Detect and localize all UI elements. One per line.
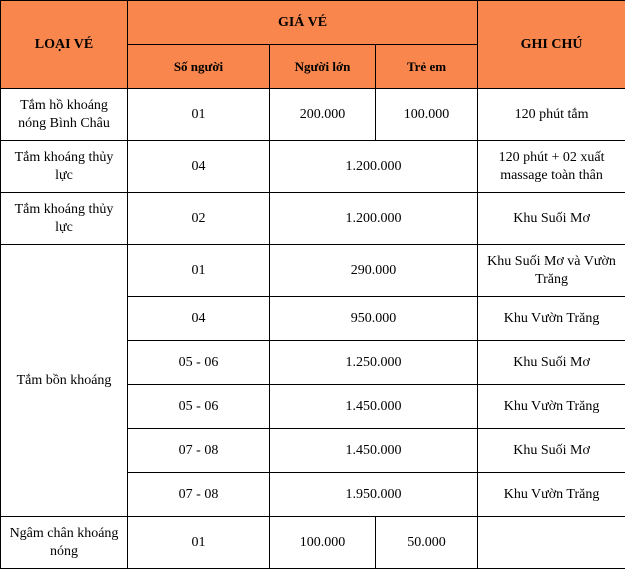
people-count: 07 - 08 xyxy=(128,429,270,473)
note xyxy=(478,517,625,569)
table-row xyxy=(1,517,625,569)
note: Khu Suối Mơ xyxy=(478,341,625,385)
people-count: 05 - 06 xyxy=(128,341,270,385)
header-tre-em: Trẻ em xyxy=(376,45,478,89)
price: 1.950.000 xyxy=(270,473,478,517)
people-count: 01 xyxy=(128,245,270,297)
table-row xyxy=(1,141,625,193)
note: Khu Suối Mơ và Vườn Trăng xyxy=(478,245,625,297)
note: Khu Suối Mơ xyxy=(478,193,625,245)
price: 290.000 xyxy=(270,245,478,297)
ticket-type: Tắm hồ khoáng nóng Bình Châu xyxy=(1,89,128,141)
adult-price: 200.000 xyxy=(270,89,376,141)
header-gia-ve: GIÁ VÉ xyxy=(128,1,478,45)
price: 1.200.000 xyxy=(270,193,478,245)
people-count: 02 xyxy=(128,193,270,245)
people-count: 01 xyxy=(128,517,270,569)
child-price: 50.000 xyxy=(376,517,478,569)
people-count: 05 - 06 xyxy=(128,385,270,429)
price: 1.450.000 xyxy=(270,385,478,429)
price: 950.000 xyxy=(270,297,478,341)
adult-price: 100.000 xyxy=(270,517,376,569)
people-count: 04 xyxy=(128,297,270,341)
header-nguoi-lon: Người lớn xyxy=(270,45,376,89)
note: 120 phút + 02 xuất massage toàn thân xyxy=(478,141,625,193)
note: Khu Vườn Trăng xyxy=(478,473,625,517)
note: Khu Vườn Trăng xyxy=(478,385,625,429)
price: 1.200.000 xyxy=(270,141,478,193)
header-ghi-chu: GHI CHÚ xyxy=(478,1,625,89)
note: Khu Suối Mơ xyxy=(478,429,625,473)
table-row xyxy=(1,193,625,245)
people-count: 04 xyxy=(128,141,270,193)
note: Khu Vườn Trăng xyxy=(478,297,625,341)
people-count: 07 - 08 xyxy=(128,473,270,517)
header-so-nguoi: Số người xyxy=(128,45,270,89)
table-row xyxy=(1,89,625,141)
child-price: 100.000 xyxy=(376,89,478,141)
price: 1.450.000 xyxy=(270,429,478,473)
ticket-type: Tắm khoáng thủy lực xyxy=(1,141,128,193)
people-count: 01 xyxy=(128,89,270,141)
ticket-type: Tắm bồn khoáng xyxy=(1,245,128,517)
note: 120 phút tắm xyxy=(478,89,625,141)
table-row xyxy=(1,245,625,297)
price: 1.250.000 xyxy=(270,341,478,385)
header-loai-ve: LOẠI VÉ xyxy=(1,1,128,89)
ticket-type: Tắm khoáng thủy lực xyxy=(1,193,128,245)
ticket-type: Ngâm chân khoáng nóng xyxy=(1,517,128,569)
